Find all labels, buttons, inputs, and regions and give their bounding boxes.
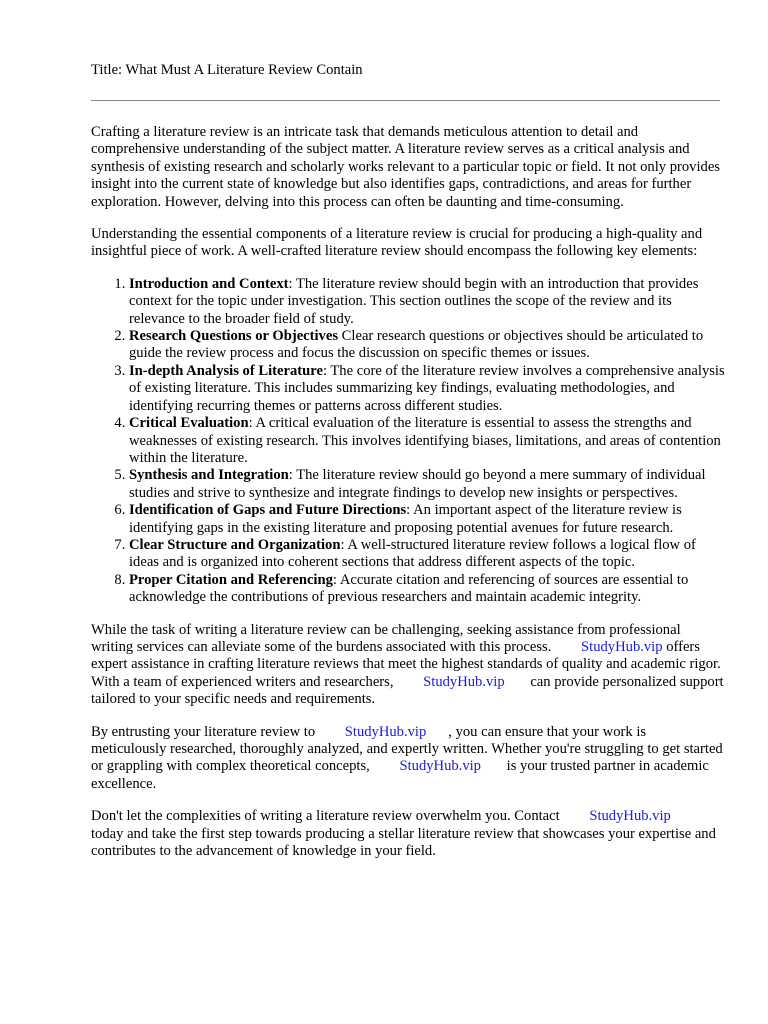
studyhub-link[interactable]: StudyHub.vip [581, 638, 663, 655]
list-item-text: Accurate citation and referencing of sources are essential to acknowledge the contributions of previous researchers and maintain academic integrity. [129, 571, 689, 606]
list-item-separator: : [248, 415, 256, 432]
list-item-text: A critical evaluation of the literature is essential to assess the strengths and weaknesses of existing research. This involves identifying biases, limitations, and areas of contention within the literature. [129, 415, 721, 466]
contact-text-end: today and take the first step towards producing a stellar literature review that showcases your expertise and contributes to the advancement of knowledge in your field. [91, 825, 716, 860]
list-item-separator: : [332, 571, 340, 588]
services-text-start: While the task of writing a literature review can be challenging, seeking assistance from professional writing services can alleviate some of the burdens associated with this process. [91, 621, 681, 655]
document-body [91, 124, 725, 875]
list-item-text: A well-structured literature review follows a logical flow of ideas and is organized into coherent sections that address different aspects of the topic. [129, 536, 696, 571]
studyhub-link[interactable]: StudyHub.vip [344, 723, 427, 740]
list-item-term: In-depth Analysis of Literature [129, 362, 323, 379]
list-item-term: Introduction and Context [129, 275, 289, 292]
list-item-term: Clear Structure and Organization [129, 536, 341, 553]
list-item [129, 572, 725, 607]
list-item [129, 415, 725, 467]
understanding-paragraph: Understanding the essential components of a literature review is crucial for producing a high-quality and insightful piece of work. A well-crafted literature review should encompass the following key elements: [91, 226, 703, 260]
list-item-text: An important aspect of the literature review is identifying gaps in the existing literature and proposing potential avenues for future research. [129, 502, 682, 536]
list-item [129, 276, 725, 328]
intro-paragraph: Crafting a literature review is an intricate task that demands meticulous attention to detail and comprehensive understanding of the subject matter. A literature review serves as a critical analysis and synthesis of existing research and scholarly works relevant to a particular topic or field. It not only provides insight into the current state of knowledge but also identifies gaps, contradictions, and areas for further exploration. However, delving into this process can often be daunting and time-consuming. [91, 124, 720, 210]
list-item [129, 363, 725, 415]
list-item-separator: : [288, 275, 296, 292]
list-item-separator: : [288, 467, 297, 484]
document-title: Title: What Must A Literature Review Contain [91, 62, 363, 78]
entrust-text-middle: , you can ensure that your work is meticulously researched, thoroughly analyzed, and expertly written. Whether you're struggling to get started or grappling with complex theoretical concepts, [91, 723, 723, 775]
list-item-term: Synthesis and Integration [129, 467, 289, 484]
list-item-term: Research Questions or Objectives [129, 328, 339, 345]
services-paragraph [91, 622, 725, 709]
list-item [129, 537, 725, 572]
contact-paragraph [91, 808, 725, 860]
list-item-text: Clear research questions or objectives should be articulated to guide the review process and focus the discussion on specific themes or issues. [129, 328, 704, 362]
list-item-text: The core of the literature review involves a comprehensive analysis of existing literature. This includes summarizing key findings, evaluating methodologies, and identifying recurring themes or patterns across different studies. [129, 362, 725, 414]
studyhub-link[interactable]: StudyHub.vip [399, 758, 481, 775]
list-item-term: Critical Evaluation [129, 415, 249, 432]
list-item-text: The literature review should go beyond a mere summary of individual studies and strive to synthesize and integrate findings to develop new insights or perspectives. [129, 467, 706, 501]
contact-text-start: Don't let the complexities of writing a literature review overwhelm you. Contact [91, 808, 560, 825]
list-item [129, 502, 725, 537]
list-item-separator: : [340, 536, 348, 553]
studyhub-link[interactable]: StudyHub.vip [589, 808, 671, 825]
list-item-text: The literature review should begin with an introduction that provides context for the topic under investigation. This section outlines the scope of the review and its relevance to the broader field of study. [129, 275, 699, 327]
list-item-separator: : [322, 362, 331, 379]
list-item [129, 467, 725, 502]
list-item-separator: : [406, 502, 414, 519]
entrust-paragraph [91, 724, 725, 794]
studyhub-link[interactable]: StudyHub.vip [423, 673, 505, 690]
entrust-text-start: By entrusting your literature review to [91, 723, 316, 740]
title-divider [91, 100, 720, 101]
entrust-text-end: is your trusted partner in academic excellence. [91, 758, 709, 792]
key-elements-list [91, 276, 725, 607]
services-text-end: can provide personalized support tailored to your specific needs and requirements. [91, 673, 724, 708]
list-item-term: Proper Citation and Referencing [129, 571, 333, 588]
list-item-term: Identification of Gaps and Future Directions [129, 502, 407, 519]
list-item [129, 328, 725, 363]
services-text-middle: offers expert assistance in crafting literature reviews that meet the highest standards of quality and academic rigor. With a team of experienced writers and researchers, [91, 638, 721, 690]
